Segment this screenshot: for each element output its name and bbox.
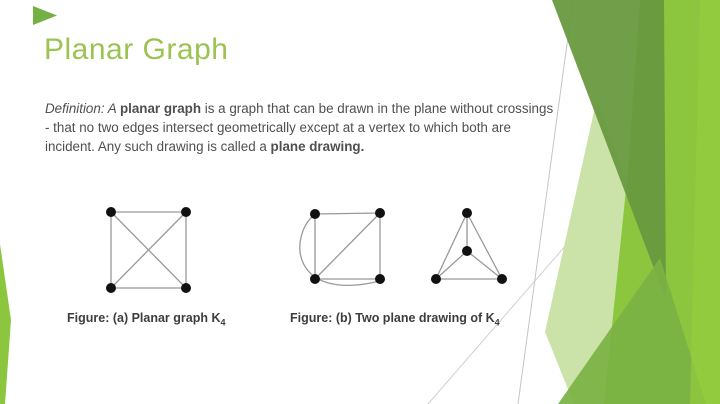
- graph-vertex: [497, 274, 507, 284]
- figure-caption-a: [67, 311, 226, 328]
- graph-vertex: [106, 207, 116, 217]
- graph-vertex: [310, 209, 320, 219]
- graph-edge: [436, 213, 467, 279]
- definition-text: [45, 99, 557, 156]
- graph-edge: [436, 251, 467, 279]
- graph-edge: [467, 213, 502, 279]
- caption-b-subscript: 4: [494, 317, 500, 328]
- graph-vertex: [181, 283, 191, 293]
- caption-b-text: Figure: (b) Two plane drawing of K: [290, 311, 495, 325]
- graph-vertex: [181, 207, 191, 217]
- definition-term-planar-graph: planar graph: [119, 101, 202, 116]
- graph-vertex: [106, 283, 116, 293]
- caption-a-text: Figure: (a) Planar graph K: [67, 311, 221, 325]
- graph-edge: [315, 213, 380, 279]
- graph-vertex: [462, 208, 472, 218]
- graph-vertex: [310, 274, 320, 284]
- play-triangle-icon: [33, 6, 59, 26]
- graph-vertex: [431, 274, 441, 284]
- graph-edge: [315, 213, 380, 214]
- slide-title: Planar Graph: [44, 33, 229, 66]
- graph-vertex: [462, 246, 472, 256]
- graph-vertex: [375, 208, 385, 218]
- graph-vertex: [375, 274, 385, 284]
- definition-body: is a graph that can be drawn in the plane without crossings - that no two edges intersect geometrically except at a vertex to which both are incident. Any such drawing is called a: [45, 101, 554, 155]
- graph-edge: [467, 251, 502, 279]
- definition-term-plane-drawing: plane drawing.: [270, 139, 365, 155]
- definition-lead: Definition: A: [45, 101, 120, 116]
- figure-caption-b: [290, 311, 500, 328]
- caption-a-subscript: 4: [220, 317, 226, 328]
